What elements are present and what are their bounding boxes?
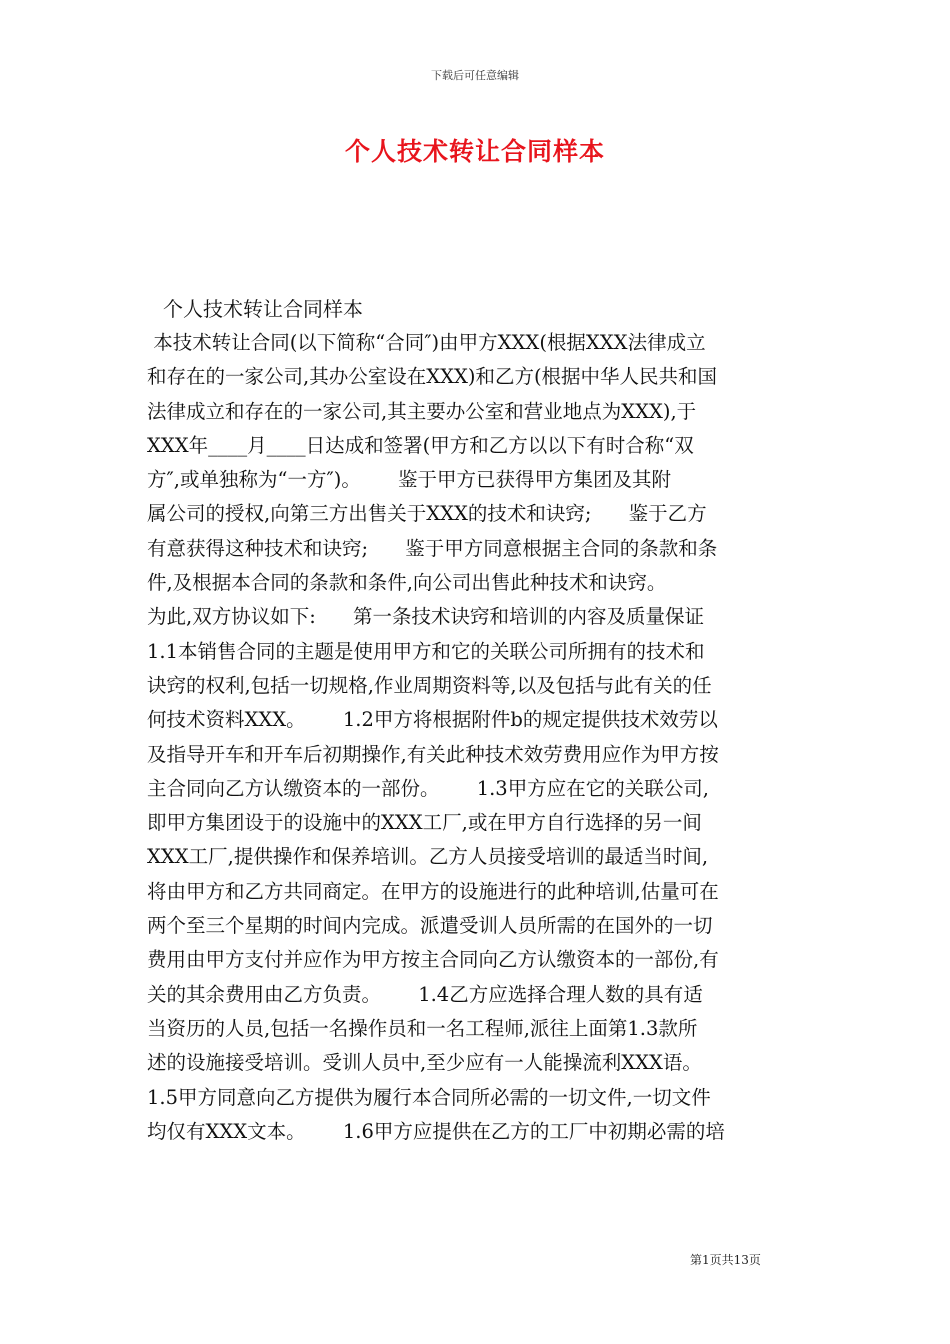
body-line: 主合同向乙方认缴资本的一部份。 1.3甲方应在它的关联公司, [147, 776, 709, 800]
body-line: 及指导开车和开车后初期操作,有关此种技术效劳费用应作为甲方按 [147, 742, 719, 766]
body-line: 和存在的一家公司,其办公室设在XXX)和乙方(根据中华人民共和国 [147, 365, 718, 389]
body-line: 为此,双方协议如下: 第一条技术诀窍和培训的内容及质量保证 [147, 605, 704, 629]
body-line: 1.1本销售合同的主题是使用甲方和它的关联公司所拥有的技术和 [147, 639, 705, 663]
document-title: 个人技术转让合同样本 [344, 137, 605, 166]
body-line: 两个至三个星期的时间内完成。派遣受训人员所需的在国外的一切 [147, 914, 713, 938]
body-line: 法律成立和存在的一家公司,其主要办公室和营业地点为XXX),于 [147, 399, 697, 423]
body-line: 费用由甲方支付并应作为甲方按主合同向乙方认缴资本的一部份,有 [147, 948, 719, 972]
body-line: XXX工厂,提供操作和保养培训。乙方人员接受培训的最适当时间, [147, 845, 709, 869]
body-line: 件,及根据本合同的条款和条件,向公司出售此种技术和诀窍。 [147, 571, 667, 595]
body-line: 关的其余费用由乙方负责。 1.4乙方应选择合理人数的具有适 [147, 982, 703, 1006]
body-line: 诀窍的权利,包括一切规格,作业周期资料等,以及包括与此有关的任 [147, 673, 712, 697]
body-line: 方″,或单独称为“一方″)。 鉴于甲方已获得甲方集团及其附 [147, 468, 672, 492]
body-line: 即甲方集团设于的设施中的XXX工厂,或在甲方自行选择的另一间 [147, 811, 702, 835]
body-line: 有意获得这种技术和诀窍; 鉴于甲方同意根据主合同的条款和条 [147, 536, 718, 560]
page-number: 第1页共13页 [690, 1253, 761, 1267]
body-line: XXX年____月____日达成和签署(甲方和乙方以以下有时合称“双 [147, 433, 694, 457]
body-line: 将由甲方和乙方共同商定。在甲方的设施进行的此种培训,估量可在 [147, 879, 719, 903]
body-line: 属公司的授权,向第三方出售关于XXX的技术和诀窍; 鉴于乙方 [147, 502, 707, 526]
body-line: 当资历的人员,包括一名操作员和一名工程师,派往上面第1.3款所 [147, 1016, 698, 1040]
document-body [147, 326, 807, 1149]
body-line: 本技术转让合同(以下简称“合同″)由甲方XXX(根据XXX法律成立 [147, 331, 706, 354]
header-note: 下载后可任意编辑 [431, 69, 519, 82]
document-subtitle: 个人技术转让合同样本 [163, 297, 363, 321]
body-line: 述的设施接受培训。受训人员中,至少应有一人能操流利XXX语。 [147, 1051, 702, 1075]
body-line: 何技术资料XXX。 1.2甲方将根据附件b的规定提供技术效劳以 [147, 708, 718, 732]
body-line: 均仅有XXX文本。 1.6甲方应提供在乙方的工厂中初期必需的培 [147, 1119, 725, 1143]
body-line: 1.5甲方同意向乙方提供为履行本合同所必需的一切文件,一切文件 [147, 1085, 711, 1109]
